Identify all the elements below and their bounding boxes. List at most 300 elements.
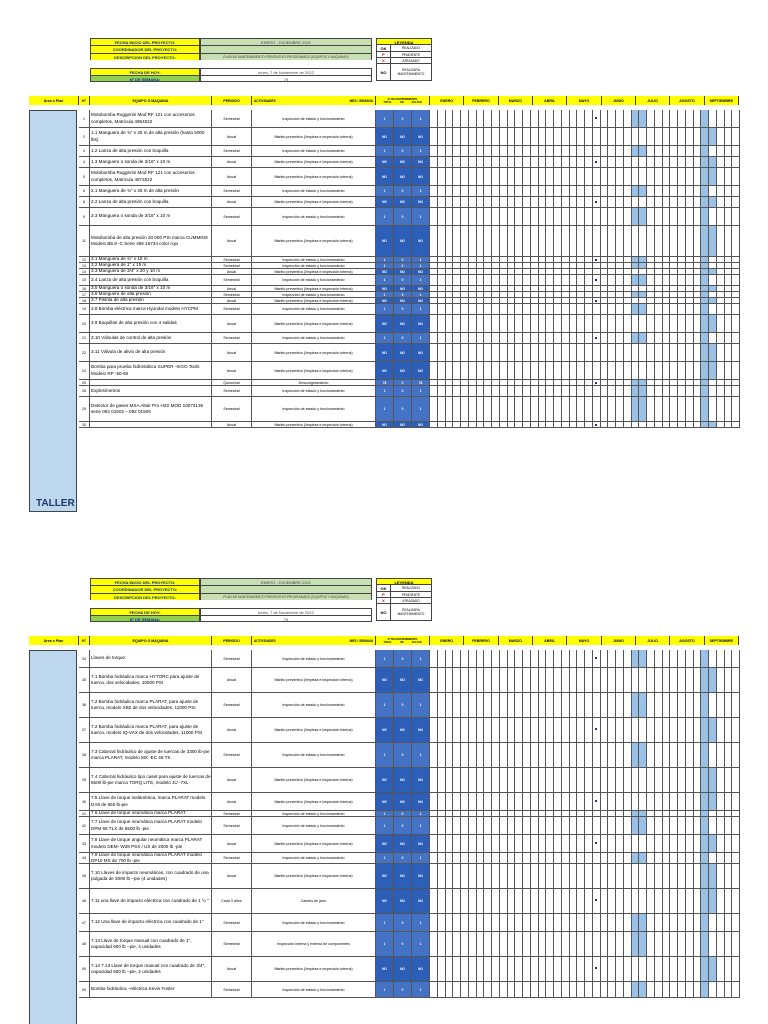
week-cell [477,668,485,692]
week-cell [477,362,485,379]
week-cell [577,275,585,285]
week-cell [647,208,655,225]
week-cell [678,197,686,207]
total-count: 1 [376,811,394,816]
week-cell [577,157,585,167]
week-cell [701,982,709,997]
week-cell [492,257,500,262]
week-cell [515,932,523,956]
week-cell [701,315,709,332]
week-cell [709,853,717,863]
activity: Inspección de estado y funcionamiento [252,693,376,717]
week-cell [601,226,609,256]
week-cell [686,157,694,167]
descripcion-label: DESCRIPCION DEL PROYECTO: [90,53,200,60]
week-cell [717,718,725,742]
week-cell [686,226,694,256]
week-cell [686,668,694,692]
week-cell [593,186,601,196]
week-cell [639,146,647,156]
week-cell [546,344,554,361]
week-cell [686,957,694,981]
week-cell [601,768,609,792]
fecha-inicio-value: ENERO - DICIEMBRE 2021 [200,38,372,45]
week-cell [678,110,686,127]
week-cell [647,380,655,385]
week-cell [585,128,593,145]
week-cell [492,422,500,427]
week-cell [461,344,469,361]
week-cell [655,344,663,361]
week-cell [670,693,678,717]
activity: Mantto preventivo (limpieza e inspección interna) [252,835,376,852]
week-cell [562,853,570,863]
week-cell [562,275,570,285]
week-cell [647,718,655,742]
week-cell [632,257,640,262]
week-cell [639,275,647,285]
week-grid [430,422,740,427]
equipment-name: 2.3 Manguera o sonda de 3/16" x 10 m [90,208,212,225]
week-cell [709,128,717,145]
week-cell [585,208,593,225]
week-cell [616,864,624,888]
week-cell [585,957,593,981]
week-cell [647,226,655,256]
week-cell [593,298,601,303]
week-cell [663,269,671,274]
week-cell [554,853,562,863]
week-cell [453,315,461,332]
week-cell [663,298,671,303]
week-cell [647,397,655,421]
week-cell [508,422,516,427]
week-cell [663,853,671,863]
week-cell [469,292,477,297]
week-cell [554,693,562,717]
week-cell [453,146,461,156]
activity: Inspección de estado y funcionamiento [252,397,376,421]
table-row [79,146,740,157]
week-cell [438,286,446,291]
col-mantenimiento: N° DE MANTENIMIENTO [387,97,418,101]
week-cell [601,157,609,167]
week-cell [523,315,531,332]
week-cell [585,263,593,268]
week-cell [539,932,547,956]
week-cell [438,889,446,913]
week-cell [484,157,492,167]
week-cell [508,957,516,981]
week-cell [624,793,632,810]
week-cell [492,146,500,156]
col-ok: OK [399,640,404,644]
week-cell [585,257,593,262]
week-cell [577,422,585,427]
activity: Inspección de estado y funcionamiento [252,333,376,343]
week-cell [570,811,578,816]
week-cell [430,914,438,931]
week-cell [515,743,523,767]
week-cell [539,386,547,396]
week-cell [554,269,562,274]
week-cell [678,168,686,185]
week-cell [562,128,570,145]
total-count: 1 [376,110,394,127]
week-cell [678,292,686,297]
week-cell [616,650,624,667]
week-cell [523,304,531,314]
week-cell [562,718,570,742]
week-cell [647,275,655,285]
week-cell [562,292,570,297]
week-cell [477,768,485,792]
week-cell [678,386,686,396]
week-cell [694,257,702,262]
week-cell [639,793,647,810]
table-row [79,817,740,835]
week-cell [570,743,578,767]
week-cell [469,422,477,427]
week-cell [616,397,624,421]
week-cell [469,157,477,167]
total-count: 1 [376,650,394,667]
legend-desc: REALIZADO [401,586,421,590]
month-label: MAYO [567,96,601,105]
week-cell [523,835,531,852]
week-cell [732,168,740,185]
week-cell [686,197,694,207]
week-cell [570,269,578,274]
week-cell [523,157,531,167]
week-cell [477,292,485,297]
week-cell [624,889,632,913]
week-cell [461,793,469,810]
week-cell [678,397,686,421]
legend-desc: ATRASADO [402,58,420,63]
week-cell [663,693,671,717]
week-cell [624,864,632,888]
week-cell [585,304,593,314]
week-cell [562,650,570,667]
week-cell [523,650,531,667]
week-cell [446,397,454,421]
week-cell [477,889,485,913]
week-cell [601,128,609,145]
week-cell [461,768,469,792]
week-cell [701,693,709,717]
week-cell [694,650,702,667]
week-cell [732,422,740,427]
week-cell [515,344,523,361]
ok-count: 0 [394,186,412,196]
activity: Mantto preventivo (limpieza e inspección interna) [252,768,376,792]
week-cell [601,889,609,913]
week-cell [717,286,725,291]
week-cell [531,208,539,225]
row-number: 8 [79,197,90,207]
week-cell [608,275,616,285]
faltan-count: NO [412,957,430,981]
week-cell [624,397,632,421]
week-cell [701,397,709,421]
week-cell [593,257,601,262]
activity: Inspección de estado y funcionamiento [252,650,376,667]
total-count: NO [376,168,394,185]
week-cell [678,768,686,792]
week-cell [624,110,632,127]
week-cell [492,344,500,361]
week-cell [531,914,539,931]
week-cell [477,932,485,956]
week-cell [624,298,632,303]
week-cell [531,811,539,816]
week-cell [577,128,585,145]
week-cell [601,835,609,852]
week-cell [492,157,500,167]
week-cell [639,315,647,332]
week-cell [655,718,663,742]
week-cell [484,275,492,285]
week-cell [523,386,531,396]
area-column [29,650,77,1024]
week-cell [601,286,609,291]
legend-title: LEYENDA [376,578,432,585]
week-grid [430,932,740,956]
week-cell [616,333,624,343]
week-cell [616,982,624,997]
week-cell [508,768,516,792]
week-cell [663,864,671,888]
period: Anual [212,422,252,427]
week-cell [577,718,585,742]
week-cell [725,982,733,997]
week-cell [717,811,725,816]
activity: Inspección de estado y funcionamiento [252,811,376,816]
week-cell [663,889,671,913]
week-cell [663,982,671,997]
week-cell [601,362,609,379]
week-cell [593,269,601,274]
week-cell [461,362,469,379]
week-cell [577,853,585,863]
faltan-count: NO [412,793,430,810]
week-cell [585,315,593,332]
week-cell [593,422,601,427]
week-cell [508,168,516,185]
week-cell [492,889,500,913]
total-count: 1 [376,397,394,421]
week-cell [717,110,725,127]
ok-count: NO [394,168,412,185]
week-cell [438,835,446,852]
faltan-count: 1 [412,914,430,931]
week-cell [686,257,694,262]
week-cell [531,853,539,863]
week-cell [663,386,671,396]
week-cell [554,932,562,956]
week-cell [577,650,585,667]
equipment-name: 3.6 Manguera de alta presión [90,292,212,297]
week-grid [430,333,740,343]
week-cell [539,668,547,692]
ok-count: 0 [394,853,412,863]
week-cell [515,110,523,127]
week-cell [701,362,709,379]
equipment-name: 3.5 Manguera o sonda de 3/16" x 10 m [90,286,212,291]
week-cell [484,811,492,816]
week-cell [647,286,655,291]
period: Semestral [212,693,252,717]
week-cell [593,362,601,379]
week-cell [477,811,485,816]
week-cell [430,315,438,332]
week-cell [593,146,601,156]
week-cell [701,292,709,297]
week-cell [732,835,740,852]
week-cell [701,168,709,185]
week-cell [717,422,725,427]
week-cell [694,422,702,427]
ok-count: 0 [394,650,412,667]
faltan-count: NO [412,269,430,274]
row-number: 3 [79,146,90,156]
week-cell [678,304,686,314]
week-cell [639,835,647,852]
week-cell [570,889,578,913]
week-grid [430,157,740,167]
week-cell [539,835,547,852]
week-cell [577,835,585,852]
week-cell [732,263,740,268]
week-cell [686,386,694,396]
week-cell [461,889,469,913]
activity: Inspección de estado y funcionamiento [252,146,376,156]
week-cell [647,110,655,127]
week-cell [655,304,663,314]
week-cell [570,197,578,207]
week-cell [484,263,492,268]
week-cell [585,269,593,274]
legend-desc: PENDIENTE [401,52,421,57]
total-count: NO [376,157,394,167]
equipment-name: Motobomba de alta presión 20 000 PSI marca CUMMINS Modelo B5.9 -C Serie 456 15734 color rojo [90,226,212,256]
week-cell [531,768,539,792]
week-cell [546,835,554,852]
week-cell [663,835,671,852]
week-cell [632,208,640,225]
week-cell [500,835,508,852]
week-cell [639,422,647,427]
total-count: 1 [376,333,394,343]
ok-count: 0 [394,914,412,931]
week-cell [438,853,446,863]
week-cell [446,864,454,888]
week-cell [647,257,655,262]
week-cell [446,889,454,913]
activity: Mantto preventivo (limpieza e inspección interna) [252,362,376,379]
week-cell [484,208,492,225]
week-cell [624,817,632,834]
week-cell [577,386,585,396]
week-grid [430,168,740,185]
week-cell [647,146,655,156]
week-cell [461,208,469,225]
week-grid [430,315,740,332]
week-cell [531,333,539,343]
week-cell [523,197,531,207]
week-cell [663,333,671,343]
week-cell [632,226,640,256]
equipment-name: 7.2 Bomba hidráulica marca PLARAT, para ajuste de tuerca, modelo XB2 de dos velocidades, 11000 PSI [90,693,212,717]
semana-label: Nº DE SEMANA: [90,75,200,81]
week-cell [477,982,485,997]
week-cell [639,718,647,742]
week-cell [647,386,655,396]
week-cell [593,275,601,285]
week-cell [577,315,585,332]
month-header [430,636,739,645]
period: Semestral [212,186,252,196]
week-cell [562,333,570,343]
week-cell [515,982,523,997]
week-cell [546,263,554,268]
week-cell [484,864,492,888]
week-cell [570,914,578,931]
week-cell [601,263,609,268]
week-cell [461,292,469,297]
week-cell [523,982,531,997]
week-cell [546,275,554,285]
week-cell [577,344,585,361]
week-cell [632,333,640,343]
week-cell [446,344,454,361]
week-cell [469,315,477,332]
total-count: 1 [376,914,394,931]
week-cell [539,422,547,427]
legend-title: LEYENDA [376,38,432,45]
week-grid [430,650,740,667]
week-cell [523,263,531,268]
week-cell [593,811,601,816]
total-count: 78 [376,380,394,385]
week-cell [608,817,616,834]
period: Anual [212,864,252,888]
week-cell [562,286,570,291]
week-cell [678,208,686,225]
row-number: 15 [79,275,90,285]
activity: Mantto preventivo (limpieza e inspección interna) [252,864,376,888]
week-cell [562,315,570,332]
equipment-name: 7.3 Cabezal hidráulico de ajuste de tuercas de 3300 lb-pie marca PLARAT, modelo MX -EC 45 TS [90,743,212,767]
week-cell [655,275,663,285]
total-count: NO [376,128,394,145]
week-cell [678,263,686,268]
week-cell [585,397,593,421]
week-cell [694,110,702,127]
week-cell [515,422,523,427]
week-cell [539,793,547,810]
week-cell [608,110,616,127]
week-cell [608,292,616,297]
week-cell [554,864,562,888]
week-grid [430,668,740,692]
week-cell [678,811,686,816]
week-cell [570,110,578,127]
week-cell [523,380,531,385]
week-cell [523,344,531,361]
week-cell [438,226,446,256]
